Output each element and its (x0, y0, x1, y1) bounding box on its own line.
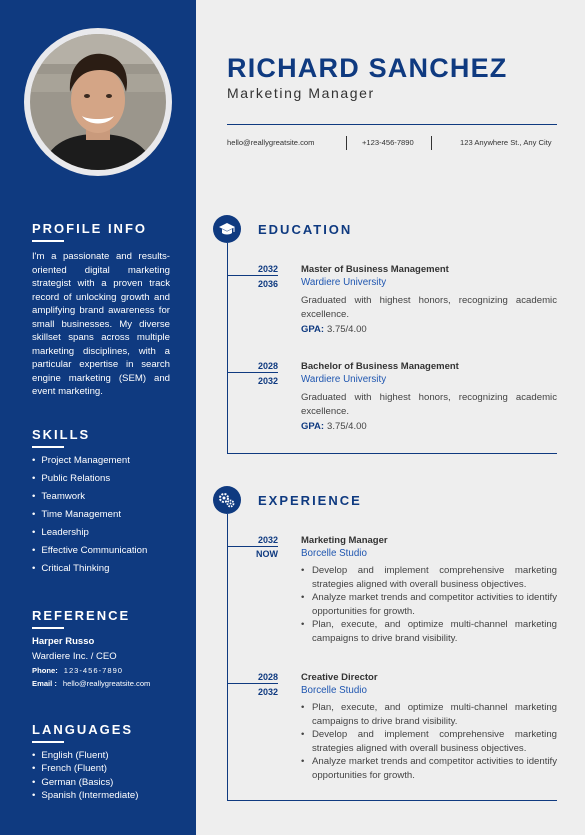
language-item: • German (Basics) (32, 777, 138, 790)
languages-list (32, 750, 138, 803)
reference-email-label: Email : (32, 679, 57, 688)
experience-year-end: NOW (256, 549, 278, 559)
education-heading: EDUCATION (258, 222, 353, 237)
candidate-name: RICHARD SANCHEZ (227, 53, 508, 83)
reference-email (32, 679, 150, 688)
education-gpa (301, 421, 367, 432)
experience-heading: EXPERIENCE (258, 493, 362, 508)
experience-bullet: • Develop and implement comprehensive marketing strategies aligned with overall business objectives. (300, 564, 557, 591)
language-item: • English (Fluent) (32, 750, 138, 763)
education-bottom-rule (227, 453, 557, 454)
experience-role: Creative Director (301, 672, 378, 683)
education-year-rule (227, 275, 278, 276)
education-degree: Bachelor of Business Management (301, 361, 459, 372)
education-year-start: 2032 (257, 264, 278, 274)
education-gpa (301, 324, 367, 335)
profile-heading: PROFILE INFO (32, 221, 147, 236)
candidate-title: Marketing Manager (227, 85, 375, 101)
reference-company: Wardiere Inc. / CEO (32, 651, 117, 662)
header-divider (227, 124, 557, 125)
education-school: Wardiere University (301, 277, 387, 288)
gears-icon (213, 486, 241, 514)
education-year-end: 2032 (257, 376, 278, 386)
languages-heading: LANGUAGES (32, 722, 134, 737)
contact-email: hello@reallygreatsite.com (227, 138, 315, 147)
reference-phone-label: Phone: (32, 666, 58, 675)
skill-item: • Teamwork (32, 491, 147, 509)
experience-bullets (300, 701, 557, 782)
experience-year-rule (227, 683, 278, 684)
skill-item: • Time Management (32, 509, 147, 527)
education-year-end: 2036 (257, 279, 278, 289)
language-item: • Spanish (Intermediate) (32, 790, 138, 803)
profile-heading-rule (32, 240, 64, 242)
skills-heading-rule (32, 446, 64, 448)
reference-name: Harper Russo (32, 636, 95, 647)
skills-heading: SKILLS (32, 427, 91, 442)
contact-separator (346, 136, 347, 150)
skill-item: • Public Relations (32, 473, 147, 491)
experience-role: Marketing Manager (301, 535, 388, 546)
sidebar (0, 0, 196, 835)
experience-bullet: • Develop and implement comprehensive marketing strategies aligned with overall business objectives. (300, 728, 557, 755)
profile-photo-frame (24, 28, 172, 176)
reference-phone-value: 123-456-7890 (63, 666, 124, 675)
experience-year-start: 2028 (257, 672, 278, 682)
skill-item: • Leadership (32, 527, 147, 545)
experience-year-rule (227, 546, 278, 547)
reference-email-value: hello@reallygreatsite.com (62, 679, 151, 688)
graduation-cap-icon (213, 215, 241, 243)
experience-company: Borcelle Studio (301, 548, 367, 559)
gpa-value: 3.75/4.00 (327, 421, 367, 432)
education-year-rule (227, 372, 278, 373)
gpa-label: GPA: (301, 421, 325, 432)
contact-address: 123 Anywhere St., Any City (460, 138, 552, 147)
contact-phone: +123-456-7890 (362, 138, 414, 147)
experience-year-start: 2032 (257, 535, 278, 545)
skill-item: • Effective Communication (32, 545, 147, 563)
experience-bullets (300, 564, 557, 645)
education-school: Wardiere University (301, 374, 387, 385)
education-description: Graduated with highest honors, recognizing academic excellence. (301, 295, 557, 320)
education-degree: Master of Business Management (301, 264, 449, 275)
experience-bottom-rule (227, 800, 557, 801)
languages-heading-rule (32, 741, 64, 743)
experience-bullet: • Plan, execute, and optimize multi-channel marketing campaigns to drive brand visibility. (300, 618, 557, 645)
experience-bullet: • Analyze market trends and competitor activities to identify opportunities for growth. (300, 755, 557, 782)
experience-company: Borcelle Studio (301, 685, 367, 696)
profile-text: I'm a passionate and results-oriented digital marketing strategist with a proven track record of unlocking growth and amplifying brand awareness for small businesses. My diverse skillset spans across multiple marketing disciplines, with a particular expertise in search engine marketing (SEM) and event marketing. (32, 251, 170, 397)
language-item: • French (Fluent) (32, 763, 138, 776)
reference-heading-rule (32, 627, 64, 629)
gpa-label: GPA: (301, 324, 325, 335)
experience-bullet: • Plan, execute, and optimize multi-channel marketing campaigns to drive brand visibility. (300, 701, 557, 728)
contact-separator (431, 136, 432, 150)
skill-item: • Project Management (32, 455, 147, 473)
skill-item: • Critical Thinking (32, 563, 147, 581)
profile-photo (30, 34, 166, 170)
gpa-value: 3.75/4.00 (327, 324, 367, 335)
reference-heading: REFERENCE (32, 608, 131, 623)
reference-phone (32, 666, 123, 675)
experience-bullet: • Analyze market trends and competitor activities to identify opportunities for growth. (300, 591, 557, 618)
education-description: Graduated with highest honors, recognizing academic excellence. (301, 392, 557, 417)
education-year-start: 2028 (257, 361, 278, 371)
skills-list (32, 455, 147, 581)
experience-year-end: 2032 (257, 687, 278, 697)
